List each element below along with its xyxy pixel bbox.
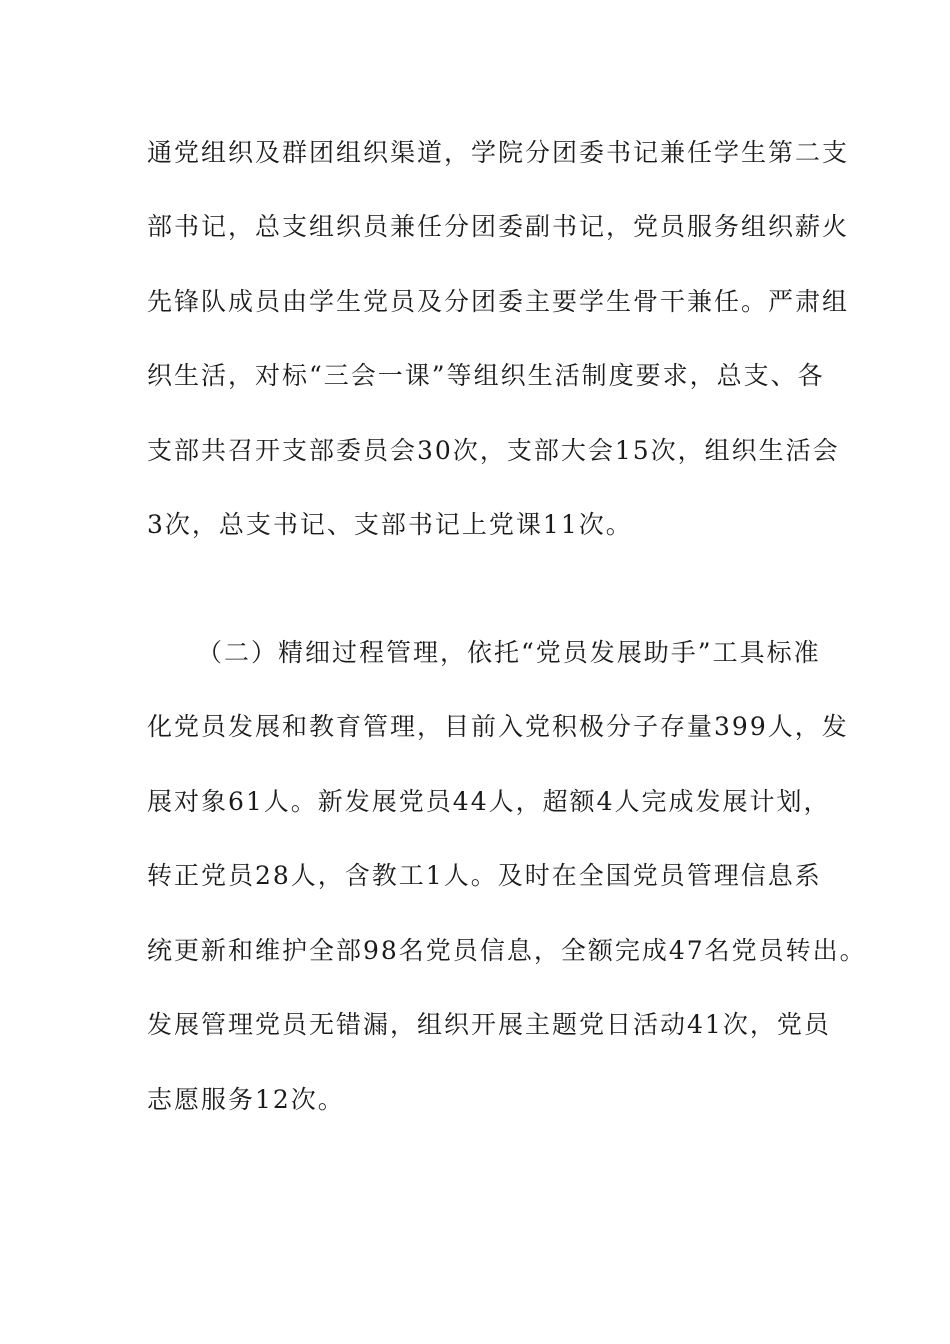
paragraph-line: 3次，总支书记、支部书记上党课11次。: [147, 510, 633, 539]
paragraph-line: 部书记，总支组织员兼任分团委副书记，党员服务组织薪火: [147, 212, 850, 241]
paragraph-line: 通党组织及群团组织渠道，学院分团委书记兼任学生第二支: [147, 138, 850, 167]
paragraph-line: 化党员发展和教育管理，目前入党积极分子存量399人，发: [147, 712, 849, 741]
paragraph-line: 统更新和维护全部98名党员信息，全额完成47名党员转出。: [147, 936, 867, 965]
paragraph-line: 支部共召开支部委员会30次，支部大会15次，组织生活会: [147, 436, 840, 465]
paragraph-line: （二）精细过程管理，依托“党员发展助手”工具标准: [197, 638, 821, 667]
paragraph-line: 转正党员28人，含教工1人。及时在全国党员管理信息系: [147, 861, 822, 890]
paragraph-line: 发展管理党员无错漏，组织开展主题党日活动41次，党员: [147, 1010, 831, 1039]
paragraph-line: 织生活，对标“三会一课”等组织生活制度要求，总支、各: [147, 361, 825, 390]
paragraph-line: 先锋队成员由学生党员及分团委主要学生骨干兼任。严肃组: [147, 287, 850, 316]
paragraph-line: 展对象61人。新发展党员44人，超额4人完成发展计划，: [147, 787, 831, 816]
paragraph-line: 志愿服务12次。: [147, 1085, 345, 1114]
